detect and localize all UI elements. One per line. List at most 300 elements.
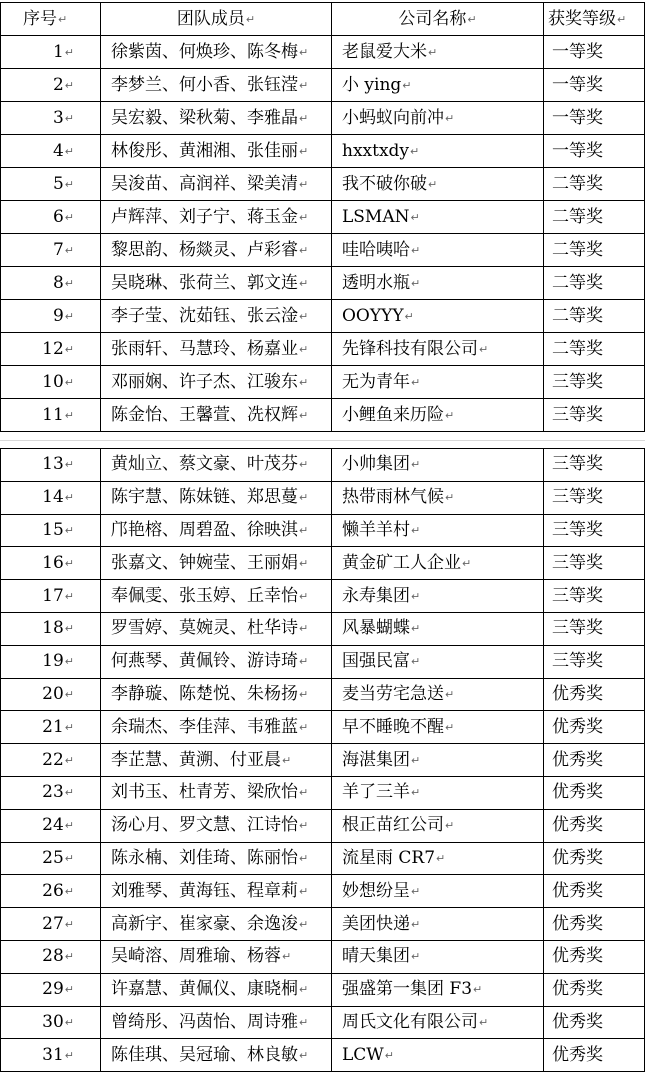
award-cell-text: 二等奖	[552, 272, 603, 293]
award-cell	[544, 744, 645, 777]
number-cell-text: 10	[42, 371, 64, 392]
paragraph-mark-icon: ↵	[410, 144, 420, 158]
paragraph-mark-icon: ↵	[245, 12, 256, 26]
number-cell-text: 9	[52, 305, 64, 326]
members-cell-text: 邓丽娴、许子杰、江骏东	[111, 371, 298, 392]
award-cell	[544, 514, 645, 547]
header-cell-company	[332, 3, 544, 36]
company-cell-text: LCW	[342, 1044, 384, 1065]
award-cell	[544, 645, 645, 678]
number-cell	[1, 69, 101, 102]
members-cell-text: 李芷慧、黄溯、付亚晨	[111, 749, 281, 770]
members-cell-text: 刘书玉、杜青芳、梁欣怡	[111, 782, 298, 803]
number-cell-text: 25	[42, 847, 64, 868]
paragraph-mark-icon: ↵	[64, 177, 74, 191]
header-company-text: 公司名称	[398, 8, 467, 29]
members-cell	[101, 267, 332, 300]
number-cell-text: 24	[42, 815, 64, 836]
table-row	[1, 580, 645, 613]
members-cell	[101, 973, 332, 1006]
paragraph-mark-icon: ↵	[411, 622, 421, 636]
members-cell-text: 李子莹、沈茹钰、张云淦	[111, 305, 298, 326]
company-cell	[332, 102, 544, 135]
award-cell-text: 一等奖	[552, 74, 603, 95]
number-cell-text: 8	[52, 272, 64, 293]
paragraph-mark-icon: ↵	[64, 276, 74, 290]
paragraph-mark-icon: ↵	[299, 917, 309, 931]
members-cell-text: 刘雅琴、黄海钰、程章莉	[111, 880, 298, 901]
paragraph-mark-icon: ↵	[617, 12, 627, 26]
paragraph-mark-icon: ↵	[411, 276, 421, 290]
company-cell-text: 早不睡晚不醒	[342, 716, 444, 737]
table-row	[1, 809, 645, 842]
number-cell-text: 22	[42, 749, 64, 770]
members-cell-text: 奉佩雯、张玉婷、丘幸怡	[111, 585, 298, 606]
number-cell-text: 30	[42, 1011, 64, 1032]
award-cell-text: 优秀奖	[552, 880, 603, 901]
table-row	[1, 940, 645, 973]
members-cell-text: 高新宇、崔家豪、余逸浚	[111, 913, 298, 934]
paragraph-mark-icon: ↵	[64, 884, 74, 898]
company-cell	[332, 399, 544, 432]
award-cell	[544, 875, 645, 908]
members-cell	[101, 481, 332, 514]
paragraph-mark-icon: ↵	[445, 687, 455, 701]
paragraph-mark-icon: ↵	[64, 491, 74, 505]
number-cell	[1, 449, 101, 482]
table-row	[1, 69, 645, 102]
number-cell-text: 12	[42, 338, 64, 359]
members-cell	[101, 514, 332, 547]
paragraph-mark-icon: ↵	[299, 720, 309, 734]
members-cell	[101, 135, 332, 168]
number-cell	[1, 645, 101, 678]
number-cell-text: 14	[42, 487, 64, 508]
number-cell	[1, 135, 101, 168]
award-table-part-1	[0, 2, 645, 432]
company-cell	[332, 973, 544, 1006]
award-cell	[544, 1039, 645, 1072]
members-cell-text: 邝艳榕、周碧盈、徐映淇	[111, 519, 298, 540]
paragraph-mark-icon: ↵	[64, 753, 74, 767]
company-cell	[332, 267, 544, 300]
award-cell	[544, 69, 645, 102]
company-cell	[332, 168, 544, 201]
company-cell-text: 先锋科技有限公司	[342, 338, 478, 359]
members-cell-text: 陈金怡、王馨萱、冼权辉	[111, 404, 298, 425]
paragraph-mark-icon: ↵	[299, 622, 309, 636]
company-cell-text: 风暴蝴蝶	[342, 618, 410, 639]
paragraph-mark-icon: ↵	[473, 983, 483, 997]
paragraph-mark-icon: ↵	[479, 342, 489, 356]
paragraph-mark-icon: ↵	[445, 408, 455, 422]
number-cell	[1, 1006, 101, 1039]
number-cell	[1, 612, 101, 645]
paragraph-mark-icon: ↵	[282, 753, 292, 767]
header-number-text: 序号	[23, 8, 57, 29]
paragraph-mark-icon: ↵	[64, 523, 74, 537]
number-cell-text: 29	[42, 979, 64, 1000]
company-cell-text: 哇哈咦哈	[342, 239, 410, 260]
company-cell	[332, 514, 544, 547]
company-cell	[332, 776, 544, 809]
paragraph-mark-icon: ↵	[411, 655, 421, 669]
members-cell-text: 李梦兰、何小香、张钰滢	[111, 74, 298, 95]
members-cell	[101, 333, 332, 366]
members-cell	[101, 36, 332, 69]
paragraph-mark-icon: ↵	[64, 917, 74, 931]
table-row	[1, 366, 645, 399]
award-table-body-2	[1, 449, 645, 1072]
paragraph-mark-icon: ↵	[299, 819, 309, 833]
award-table-part-2	[0, 448, 645, 1072]
members-cell	[101, 678, 332, 711]
members-cell	[101, 300, 332, 333]
company-cell-text: 美团快递	[342, 913, 410, 934]
award-cell	[544, 1006, 645, 1039]
award-table-body-1	[1, 3, 645, 432]
company-cell	[332, 481, 544, 514]
number-cell-text: 23	[42, 782, 64, 803]
number-cell-text: 6	[52, 206, 64, 227]
company-cell-text: 海湛集团	[342, 749, 410, 770]
paragraph-mark-icon: ↵	[299, 78, 309, 92]
award-cell	[544, 678, 645, 711]
members-cell	[101, 776, 332, 809]
members-cell	[101, 69, 332, 102]
award-cell-text: 优秀奖	[552, 716, 603, 737]
company-cell	[332, 678, 544, 711]
members-cell	[101, 399, 332, 432]
award-cell	[544, 973, 645, 1006]
award-cell-text: 优秀奖	[552, 782, 603, 803]
members-cell-text: 罗雪婷、莫婉灵、杜华诗	[111, 618, 298, 639]
number-cell	[1, 481, 101, 514]
company-cell	[332, 711, 544, 744]
table-row	[1, 1039, 645, 1072]
header-cell-number	[1, 3, 101, 36]
members-cell	[101, 908, 332, 941]
award-cell-text: 三等奖	[552, 371, 603, 392]
company-cell-text: 根正苗红公司	[342, 815, 444, 836]
paragraph-mark-icon: ↵	[299, 177, 309, 191]
number-cell-text: 17	[42, 585, 64, 606]
table-row	[1, 201, 645, 234]
number-cell	[1, 776, 101, 809]
paragraph-mark-icon: ↵	[462, 556, 472, 570]
number-cell-text: 20	[42, 683, 64, 704]
number-cell-text: 21	[42, 716, 64, 737]
paragraph-mark-icon: ↵	[411, 917, 421, 931]
table-row	[1, 102, 645, 135]
award-cell-text: 二等奖	[552, 305, 603, 326]
number-cell-text: 31	[42, 1044, 64, 1065]
award-cell	[544, 547, 645, 580]
paragraph-mark-icon: ↵	[64, 556, 74, 570]
number-cell-text: 28	[42, 946, 64, 967]
members-cell-text: 李静璇、陈楚悦、朱杨扬	[111, 683, 298, 704]
table-row	[1, 711, 645, 744]
table-row	[1, 36, 645, 69]
number-cell	[1, 842, 101, 875]
company-cell-text: OOYYY	[342, 305, 404, 326]
company-cell-text: 小帅集团	[342, 454, 410, 475]
table-row	[1, 234, 645, 267]
paragraph-mark-icon: ↵	[299, 556, 309, 570]
members-cell-text: 黄灿立、蔡文豪、叶茂芬	[111, 454, 298, 475]
paragraph-mark-icon: ↵	[299, 45, 309, 59]
award-cell-text: 二等奖	[552, 173, 603, 194]
paragraph-mark-icon: ↵	[445, 720, 455, 734]
members-cell	[101, 201, 332, 234]
paragraph-mark-icon: ↵	[299, 342, 309, 356]
paragraph-mark-icon: ↵	[64, 78, 74, 92]
company-cell-text: 周氏文化有限公司	[342, 1011, 478, 1032]
number-cell	[1, 201, 101, 234]
paragraph-mark-icon: ↵	[411, 786, 421, 800]
paragraph-mark-icon: ↵	[299, 458, 309, 472]
members-cell	[101, 1006, 332, 1039]
members-cell-text: 黎思韵、杨燚灵、卢彩睿	[111, 239, 298, 260]
number-cell-text: 5	[52, 173, 64, 194]
members-cell	[101, 1039, 332, 1072]
number-cell	[1, 267, 101, 300]
members-cell-text: 徐紫茵、何焕珍、陈冬梅	[111, 41, 298, 62]
company-cell	[332, 300, 544, 333]
company-cell	[332, 1006, 544, 1039]
number-cell	[1, 908, 101, 941]
members-cell-text: 曾绮彤、冯茵怡、周诗雅	[111, 1011, 298, 1032]
award-cell-text: 二等奖	[552, 338, 603, 359]
paragraph-mark-icon: ↵	[64, 950, 74, 964]
award-cell-text: 二等奖	[552, 206, 603, 227]
members-cell	[101, 711, 332, 744]
award-cell	[544, 481, 645, 514]
members-cell	[101, 744, 332, 777]
company-cell	[332, 645, 544, 678]
table-row	[1, 399, 645, 432]
award-cell	[544, 612, 645, 645]
paragraph-mark-icon: ↵	[410, 210, 420, 224]
number-cell-text: 18	[42, 618, 64, 639]
paragraph-mark-icon: ↵	[64, 655, 74, 669]
award-cell-text: 三等奖	[552, 404, 603, 425]
number-cell	[1, 399, 101, 432]
members-cell-text: 许嘉慧、黄佩仪、康晓桐	[111, 979, 298, 1000]
members-cell-text: 吴宏毅、梁秋菊、李雅晶	[111, 107, 298, 128]
paragraph-mark-icon: ↵	[64, 408, 74, 422]
award-cell	[544, 102, 645, 135]
table-row	[1, 842, 645, 875]
award-cell	[544, 711, 645, 744]
number-cell-text: 4	[52, 140, 64, 161]
table-row	[1, 135, 645, 168]
number-cell	[1, 940, 101, 973]
members-cell	[101, 809, 332, 842]
paragraph-mark-icon: ↵	[299, 655, 309, 669]
award-cell	[544, 333, 645, 366]
paragraph-mark-icon: ↵	[64, 342, 74, 356]
members-cell	[101, 102, 332, 135]
table-header-row	[1, 3, 645, 36]
members-cell-text: 吴晓琳、张荷兰、郭文连	[111, 272, 298, 293]
number-cell	[1, 300, 101, 333]
paragraph-mark-icon: ↵	[64, 819, 74, 833]
members-cell	[101, 875, 332, 908]
company-cell-text: 热带雨林气候	[342, 487, 444, 508]
company-cell	[332, 69, 544, 102]
award-cell-text: 优秀奖	[552, 1044, 603, 1065]
number-cell	[1, 678, 101, 711]
paragraph-mark-icon: ↵	[64, 144, 74, 158]
company-cell	[332, 940, 544, 973]
number-cell-text: 13	[42, 454, 64, 475]
paragraph-mark-icon: ↵	[384, 1048, 394, 1062]
paragraph-mark-icon: ↵	[282, 950, 292, 964]
award-cell	[544, 168, 645, 201]
award-cell	[544, 234, 645, 267]
number-cell	[1, 333, 101, 366]
company-cell	[332, 744, 544, 777]
header-members-text: 团队成员	[176, 8, 245, 29]
number-cell-text: 27	[42, 913, 64, 934]
company-cell	[332, 201, 544, 234]
header-cell-members	[101, 3, 332, 36]
paragraph-mark-icon: ↵	[299, 983, 309, 997]
table-row	[1, 514, 645, 547]
table-row	[1, 875, 645, 908]
header-cell-award	[544, 3, 645, 36]
paragraph-mark-icon: ↵	[299, 589, 309, 603]
award-cell	[544, 809, 645, 842]
members-cell-text: 陈宇慧、陈妹链、郑思蔓	[111, 487, 298, 508]
paragraph-mark-icon: ↵	[479, 1015, 489, 1029]
number-cell	[1, 547, 101, 580]
company-cell-text: 小蚂蚁向前冲	[342, 107, 444, 128]
members-cell	[101, 547, 332, 580]
members-cell	[101, 168, 332, 201]
paragraph-mark-icon: ↵	[299, 375, 309, 389]
company-cell	[332, 547, 544, 580]
company-cell-text: 流星雨 CR7	[342, 847, 436, 868]
table-row	[1, 744, 645, 777]
members-cell	[101, 842, 332, 875]
table-row	[1, 300, 645, 333]
members-cell-text: 陈永楠、刘佳琦、陈丽怡	[111, 847, 298, 868]
paragraph-mark-icon: ↵	[64, 786, 74, 800]
members-cell	[101, 612, 332, 645]
members-cell	[101, 366, 332, 399]
number-cell-text: 26	[42, 880, 64, 901]
paragraph-mark-icon: ↵	[411, 950, 421, 964]
award-cell	[544, 776, 645, 809]
award-cell-text: 三等奖	[552, 618, 603, 639]
table-row	[1, 449, 645, 482]
company-cell-text: 小鲤鱼来历险	[342, 404, 444, 425]
paragraph-mark-icon: ↵	[445, 111, 455, 125]
table-row	[1, 267, 645, 300]
table-row	[1, 1006, 645, 1039]
paragraph-mark-icon: ↵	[436, 851, 446, 865]
company-cell-text: 羊了三羊	[342, 782, 410, 803]
award-cell	[544, 300, 645, 333]
award-cell-text: 一等奖	[552, 107, 603, 128]
award-cell-text: 二等奖	[552, 239, 603, 260]
members-cell-text: 吴浚苗、高润祥、梁美清	[111, 173, 298, 194]
table-row	[1, 547, 645, 580]
members-cell-text: 汤心月、罗文慧、江诗怡	[111, 815, 298, 836]
paragraph-mark-icon: ↵	[411, 375, 421, 389]
table-row	[1, 612, 645, 645]
paragraph-mark-icon: ↵	[64, 622, 74, 636]
members-cell	[101, 234, 332, 267]
header-award-text: 获奖等级	[548, 8, 616, 29]
paragraph-mark-icon: ↵	[64, 1048, 74, 1062]
award-cell-text: 优秀奖	[552, 683, 603, 704]
number-cell	[1, 809, 101, 842]
paragraph-mark-icon: ↵	[64, 720, 74, 734]
table-row	[1, 481, 645, 514]
paragraph-mark-icon: ↵	[64, 589, 74, 603]
members-cell-text: 何燕琴、黄佩铃、游诗琦	[111, 651, 298, 672]
company-cell-text: hxxtxdy	[342, 140, 410, 161]
paragraph-mark-icon: ↵	[299, 309, 309, 323]
number-cell	[1, 102, 101, 135]
paragraph-mark-icon: ↵	[402, 78, 412, 92]
company-cell	[332, 366, 544, 399]
paragraph-mark-icon: ↵	[64, 375, 74, 389]
members-cell	[101, 940, 332, 973]
paragraph-mark-icon: ↵	[299, 523, 309, 537]
company-cell-text: 麦当劳宅急送	[342, 683, 444, 704]
members-cell-text: 余瑞杰、李佳萍、韦雅蓝	[111, 716, 298, 737]
number-cell	[1, 744, 101, 777]
paragraph-mark-icon: ↵	[299, 111, 309, 125]
paragraph-mark-icon: ↵	[411, 589, 421, 603]
company-cell	[332, 36, 544, 69]
number-cell-text: 1	[52, 41, 64, 62]
award-cell-text: 优秀奖	[552, 946, 603, 967]
members-cell-text: 陈佳琪、吴冠瑜、林良敏	[111, 1044, 298, 1065]
paragraph-mark-icon: ↵	[411, 243, 421, 257]
table-row	[1, 678, 645, 711]
number-cell-text: 7	[52, 239, 64, 260]
award-cell-text: 一等奖	[552, 41, 603, 62]
company-cell-text: 国强民富	[342, 651, 410, 672]
number-cell	[1, 514, 101, 547]
paragraph-mark-icon: ↵	[299, 851, 309, 865]
company-cell-text: 黄金矿工人企业	[342, 552, 461, 573]
number-cell	[1, 580, 101, 613]
company-cell-text: 透明水瓶	[342, 272, 410, 293]
paragraph-mark-icon: ↵	[64, 111, 74, 125]
members-cell-text: 张雨轩、马慧玲、杨嘉业	[111, 338, 298, 359]
paragraph-mark-icon: ↵	[299, 884, 309, 898]
paragraph-mark-icon: ↵	[299, 491, 309, 505]
award-cell	[544, 366, 645, 399]
award-cell	[544, 399, 645, 432]
paragraph-mark-icon: ↵	[411, 753, 421, 767]
paragraph-mark-icon: ↵	[445, 819, 455, 833]
members-cell-text: 卢辉萍、刘子宁、蒋玉金	[111, 206, 298, 227]
company-cell-text: 妙想纷呈	[342, 880, 410, 901]
number-cell-text: 3	[52, 107, 64, 128]
paragraph-mark-icon: ↵	[299, 210, 309, 224]
paragraph-mark-icon: ↵	[64, 210, 74, 224]
number-cell	[1, 973, 101, 1006]
award-cell-text: 三等奖	[552, 487, 603, 508]
number-cell-text: 11	[42, 404, 64, 425]
